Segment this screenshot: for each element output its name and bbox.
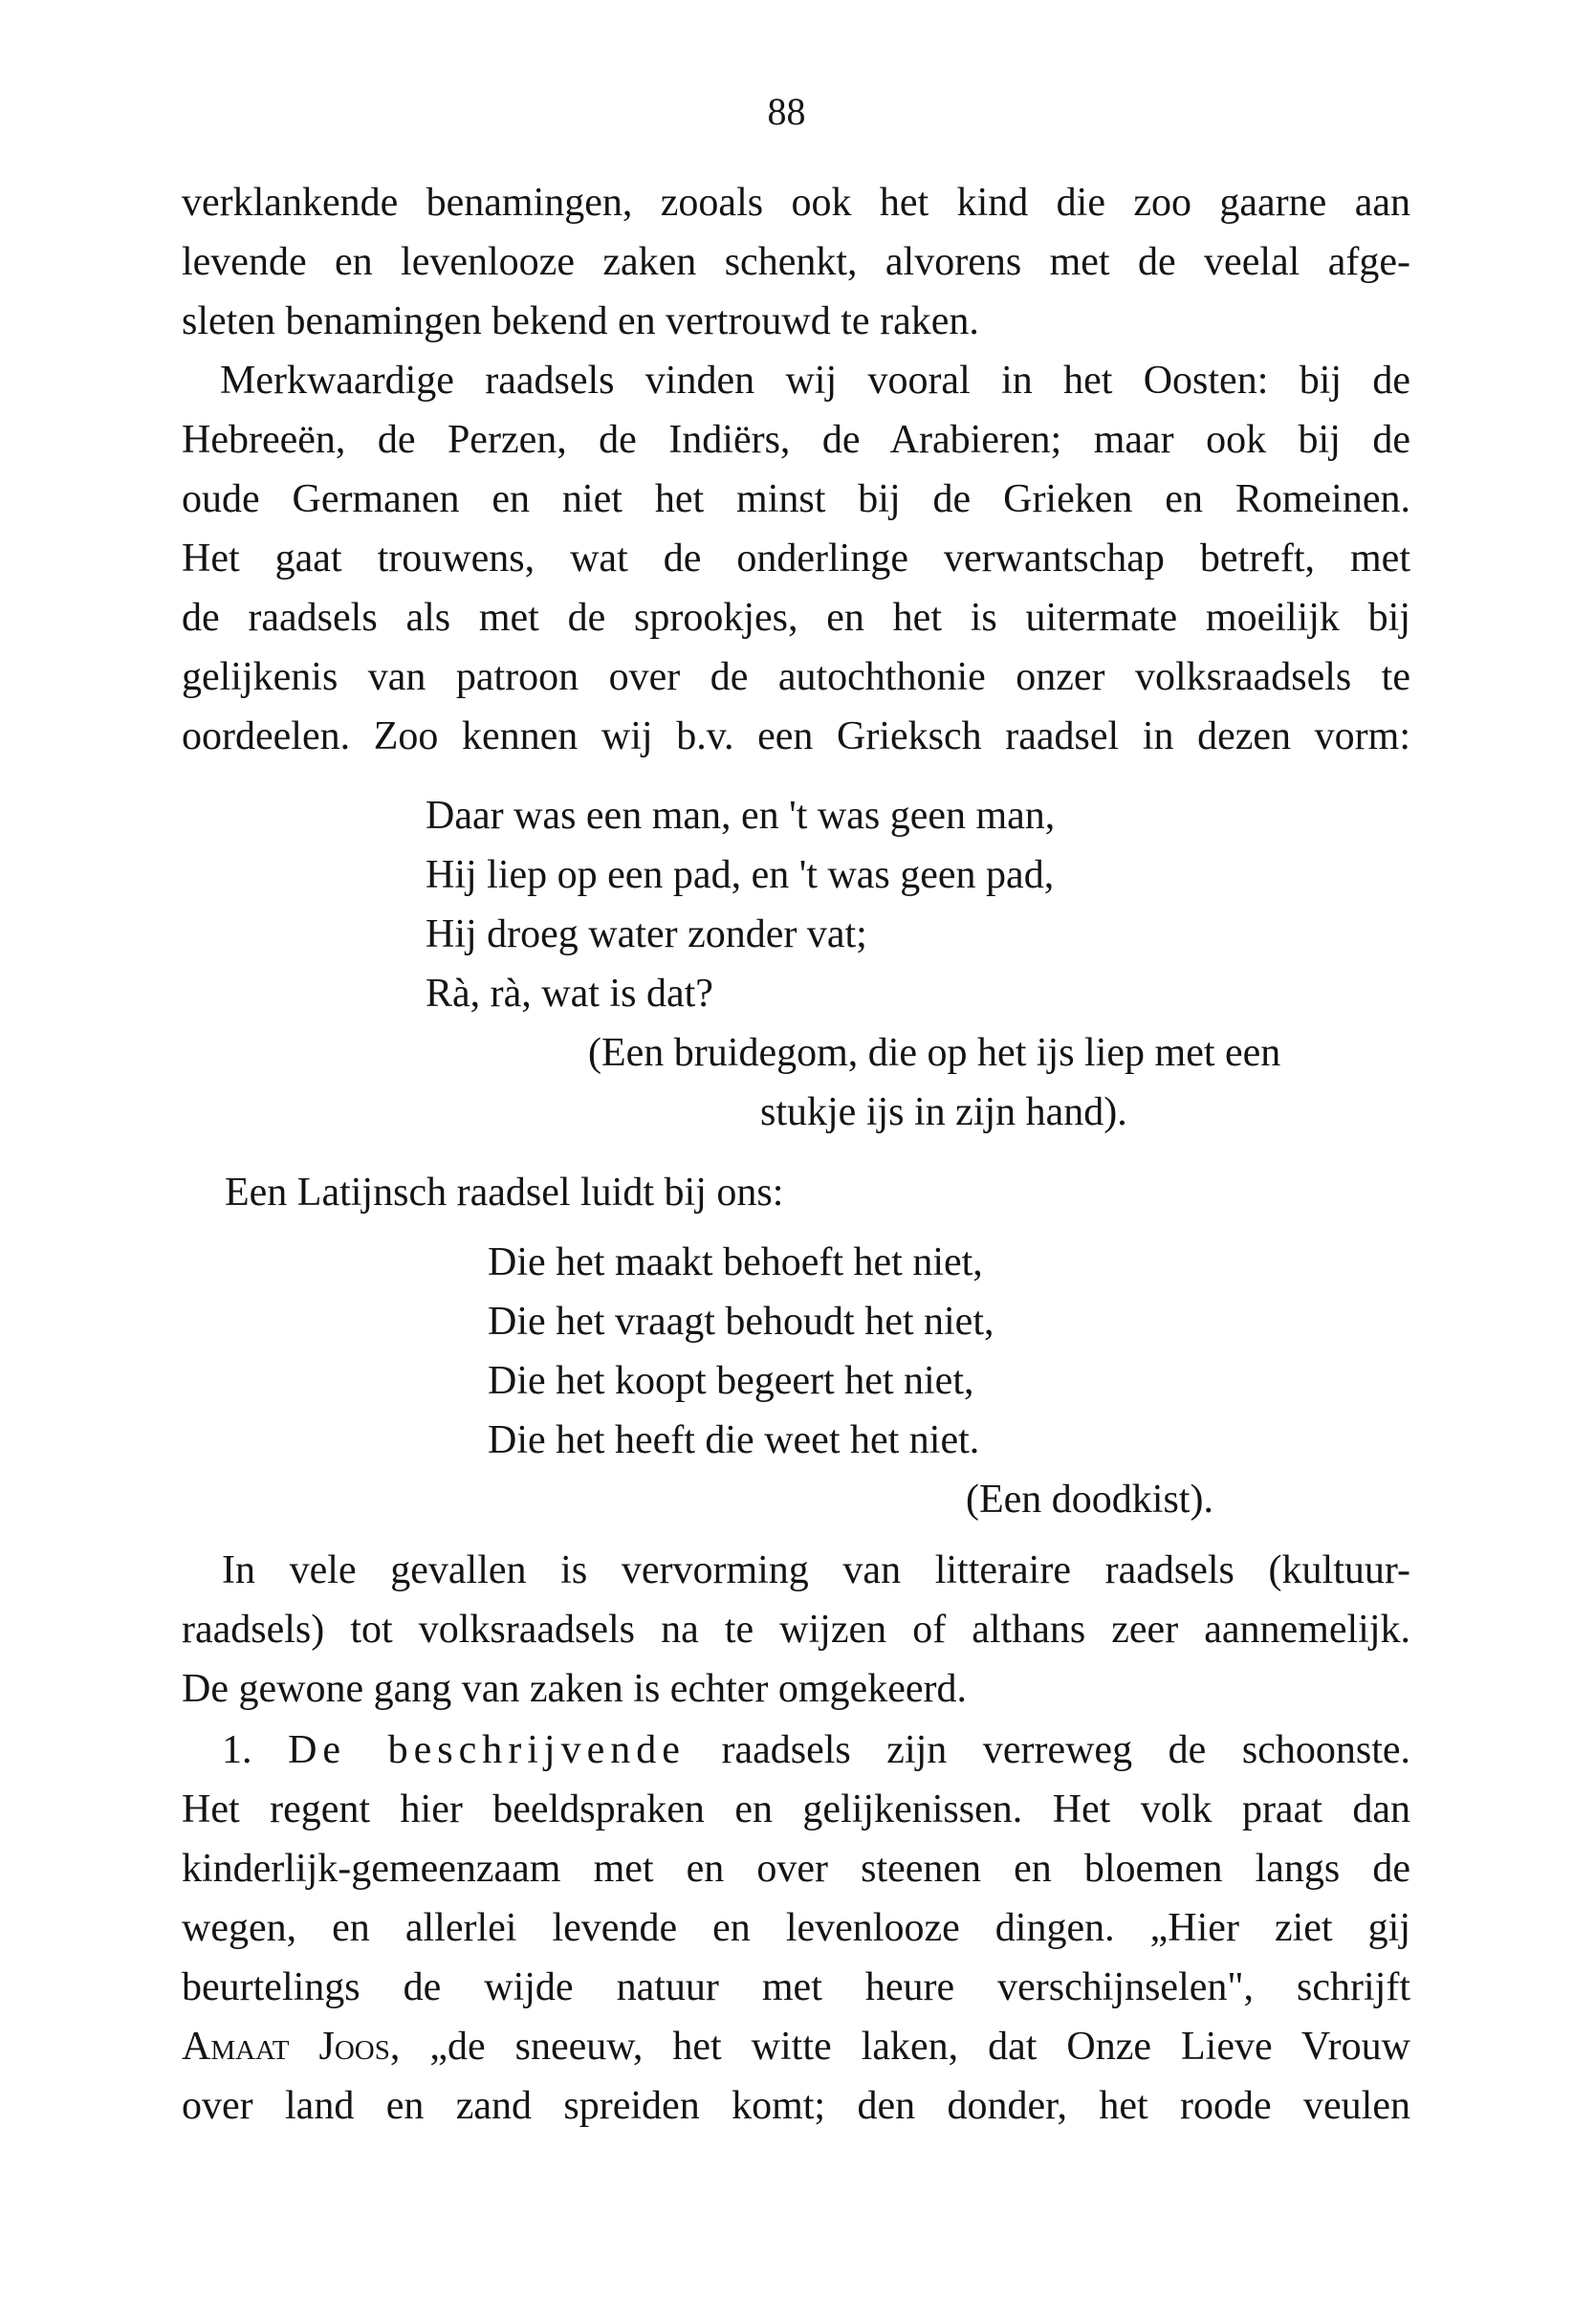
latin-riddle-line-2: Die het vraagt behoudt het niet, (488, 1300, 994, 1344)
paragraph-2-line-6: gelijkenis van patroon over de autochthonie onzer volksraadsels te (182, 655, 1410, 699)
section-numeral: 1. (222, 1728, 252, 1772)
paragraph-3-line-3: De gewone gang van zaken is echter omgekeerd. (182, 1667, 967, 1711)
paragraph-2-line-4: Het gaat trouwens, wat de onderlinge verwantschap betreft, met (182, 537, 1410, 581)
paragraph-1-line-3: sleten benamingen bekend en vertrouwd te raken. (182, 299, 979, 343)
paragraph-3-line-2: raadsels) tot volksraadsels na te wijzen of althans zeer aannemelijk. (182, 1608, 1410, 1652)
paragraph-3-line-1: In vele gevallen is vervorming van litteraire raadsels (kultuur- (222, 1548, 1410, 1592)
paragraph-4-line-5: beurtelings de wijde natuur met heure verschijnselen", schrijft (182, 1965, 1410, 2009)
paragraph-1-line-1: verklankende benamingen, zooals ook het kind die zoo gaarne aan (182, 181, 1410, 225)
greek-riddle-answer-line-2: stukje ijs in zijn hand). (760, 1090, 1127, 1134)
paragraph-4-line-1-rest: raadsels zijn verreweg de schoonste. (721, 1728, 1411, 1772)
latin-riddle-line-4: Die het heeft die weet het niet. (488, 1418, 980, 1462)
paragraph-2-line-2: Hebreeën, de Perzen, de Indiërs, de Arabieren; maar ook bij de (182, 418, 1410, 462)
paragraph-4-line-3: kinderlijk-gemeenzaam met en over steenen en bloemen langs de (182, 1847, 1410, 1891)
paragraph-4-line-7: over land en zand spreiden komt; den donder, het roode veulen (182, 2084, 1410, 2128)
emphasized-term: De beschrijvende (288, 1728, 686, 1772)
author-name: Amaat Joos, (182, 2025, 401, 2069)
paragraph-4-line-6-rest: „de sneeuw, het witte laken, dat Onze Lieve Vrouw (429, 2025, 1410, 2069)
greek-riddle-line-4: Rà, rà, wat is dat? (426, 972, 713, 1016)
greek-riddle-line-3: Hij droeg water zonder vat; (426, 912, 867, 956)
paragraph-2-line-1: Merkwaardige raadsels vinden wij vooral in het Oosten: bij de (220, 359, 1410, 403)
paragraph-2-line-3: oude Germanen en niet het minst bij de Grieken en Romeinen. (182, 477, 1410, 521)
paragraph-2-line-5: de raadsels als met de sprookjes, en het is uitermate moeilijk bij (182, 596, 1410, 640)
paragraph-4-line-1 (222, 1726, 1410, 1774)
latin-riddle-intro: Een Latijnsch raadsel luidt bij ons: (225, 1171, 784, 1215)
latin-riddle-line-1: Die het maakt behoeft het niet, (488, 1240, 983, 1284)
greek-riddle-answer-line-1: (Een bruidegom, die op het ijs liep met een (588, 1031, 1281, 1075)
paragraph-1-line-2: levende en levenlooze zaken schenkt, alvorens met de veelal afge- (182, 240, 1410, 284)
paragraph-2-line-7: oordeelen. Zoo kennen wij b.v. een Grieksch raadsel in dezen vorm: (182, 714, 1410, 758)
latin-riddle-answer: (Een doodkist). (966, 1478, 1213, 1522)
paragraph-4-line-2: Het regent hier beeldspraken en gelijkenissen. Het volk praat dan (182, 1787, 1410, 1831)
greek-riddle-line-2: Hij liep op een pad, en 't was geen pad, (426, 853, 1055, 897)
latin-riddle-line-3: Die het koopt begeert het niet, (488, 1359, 974, 1403)
page-number: 88 (767, 90, 806, 133)
greek-riddle-line-1: Daar was een man, en 't was geen man, (426, 794, 1056, 838)
paragraph-4-line-4: wegen, en allerlei levende en levenlooze dingen. „Hier ziet gij (182, 1906, 1410, 1950)
paragraph-4-line-6 (182, 2023, 1410, 2071)
